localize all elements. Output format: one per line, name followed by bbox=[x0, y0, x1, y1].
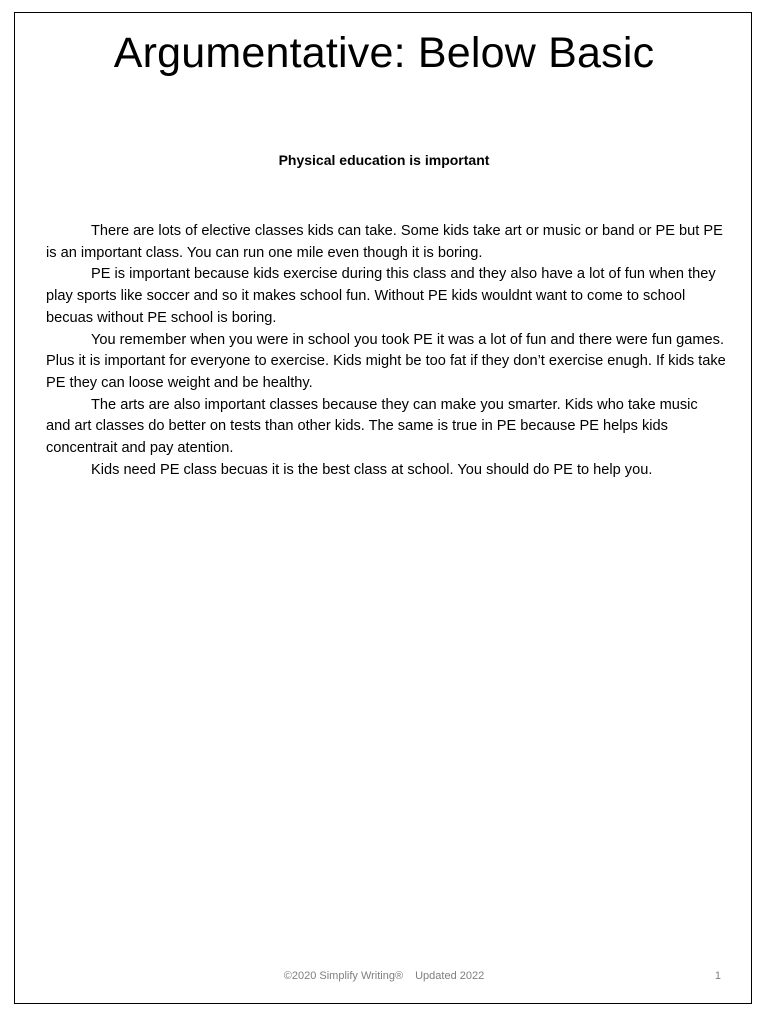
page-number: 1 bbox=[714, 970, 721, 982]
essay-paragraph: The arts are also important classes because they can make you smarter. Kids who take music and art classes do better on tests than other kids. The same is true in PE because PE helps kids concentrait and pay atention. bbox=[46, 396, 698, 457]
footer-updated: Updated 2022 bbox=[415, 970, 485, 982]
essay-heading: Physical education is important bbox=[278, 152, 490, 168]
essay-paragraph: There are lots of elective classes kids can take. Some kids take art or music or band or PE but PE is an important class. You can run one mile even though it is boring. bbox=[46, 223, 723, 261]
page-title: Argumentative: Below Basic bbox=[113, 29, 655, 77]
footer-copyright: ©2020 Simplify Writing® bbox=[283, 970, 404, 982]
footer-credit bbox=[15, 969, 753, 983]
essay-paragraph: PE is important because kids exercise during this class and they also have a lot of fun when they play sports like soccer and so it makes school fun. Without PE kids wouldnt want to come to school becuas without PE school is boring. bbox=[46, 266, 716, 326]
page-frame bbox=[14, 12, 752, 1004]
essay-paragraph: Kids need PE class becuas it is the best class at school. You should do PE to help you. bbox=[91, 461, 653, 478]
essay-paragraph: You remember when you were in school you took PE it was a lot of fun and there were fun games. Plus it is important for everyone to exercise. Kids might be too fat if they don’t exercise enugh. If kids take PE they can loose weight and be healthy. bbox=[46, 331, 726, 391]
essay-body bbox=[46, 221, 726, 481]
